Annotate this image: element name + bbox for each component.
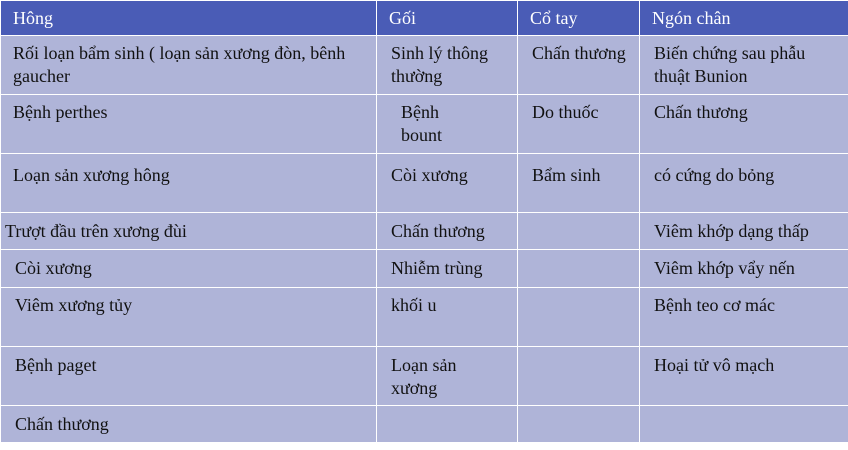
table-row [1, 36, 848, 95]
cell-text: Bệnh perthes [13, 102, 108, 122]
table-row [1, 406, 848, 443]
cell-hip [1, 250, 377, 288]
cell-hip [1, 95, 377, 154]
cell-text: Bệnh bount [401, 102, 443, 145]
table-row [1, 250, 848, 288]
cell-text: Viêm xương tủy [15, 295, 133, 315]
cell-toe [640, 36, 848, 95]
cell-knee [377, 95, 518, 154]
cell-text [518, 406, 639, 413]
cell-knee [377, 250, 518, 288]
cell-text: Nhiễm trùng [391, 258, 483, 278]
cell-knee [377, 213, 518, 250]
cell-wrist [518, 95, 640, 154]
cell-toe [640, 213, 848, 250]
cell-text [518, 347, 639, 354]
cell-text: Viêm khớp vẩy nến [654, 258, 795, 278]
cell-text [377, 406, 517, 413]
cell-wrist [518, 288, 640, 347]
table-row [1, 288, 848, 347]
cell-hip [1, 406, 377, 443]
cell-text: Còi xương [15, 258, 92, 278]
cell-text: Bẩm sinh [532, 165, 601, 185]
table-row [1, 154, 848, 213]
cell-knee [377, 154, 518, 213]
cell-toe [640, 154, 848, 213]
cell-text [518, 288, 639, 294]
cell-text [518, 213, 639, 220]
cell-text: Sinh lý thông thường [391, 43, 489, 86]
cell-knee [377, 406, 518, 443]
cell-toe [640, 406, 848, 443]
cell-text: Chấn thương [654, 102, 748, 122]
cell-wrist [518, 250, 640, 288]
table-row [1, 213, 848, 250]
header-wrist: Cổ tay [518, 1, 640, 36]
cell-text: Chấn thương [391, 221, 485, 241]
cell-text: Trượt đầu trên xương đùi [5, 221, 187, 241]
cell-text: Loạn sản xương hông [13, 165, 170, 185]
cell-text: Rối loạn bẩm sinh ( loạn sản xương đòn, bênh gaucher [13, 43, 346, 86]
cell-toe [640, 288, 848, 347]
cell-text: Do thuốc [532, 102, 599, 122]
header-row [1, 1, 848, 36]
cell-text: Hoại tử vô mạch [654, 355, 775, 375]
cell-hip [1, 154, 377, 213]
cell-wrist [518, 406, 640, 443]
cell-toe [640, 347, 848, 406]
cell-toe [640, 250, 848, 288]
cell-text: Loạn sản xương [391, 355, 457, 398]
cell-text [640, 406, 848, 413]
cell-wrist [518, 347, 640, 406]
cell-text: Biến chứng sau phẫu thuật Bunion [654, 43, 806, 86]
cell-hip [1, 36, 377, 95]
cell-text: Bệnh teo cơ mác [654, 295, 775, 315]
cell-text: khối u [391, 295, 437, 315]
cell-wrist [518, 36, 640, 95]
cell-text: Chấn thương [532, 43, 626, 63]
cell-hip [1, 213, 377, 250]
cell-hip [1, 347, 377, 406]
cell-text [518, 250, 639, 257]
cell-knee [377, 36, 518, 95]
header-hip: Hông [1, 1, 377, 36]
cell-text: Chấn thương [15, 414, 109, 434]
cell-hip [1, 288, 377, 347]
cell-wrist [518, 213, 640, 250]
cell-wrist [518, 154, 640, 213]
table-row [1, 95, 848, 154]
cell-text: Bệnh paget [15, 355, 97, 375]
cell-knee [377, 347, 518, 406]
table-row [1, 347, 848, 406]
cell-text: Viêm khớp dạng thấp [654, 221, 809, 241]
header-toe: Ngón chân [640, 1, 848, 36]
cell-knee [377, 288, 518, 347]
cell-text: có cứng do bỏng [654, 165, 775, 185]
cell-text: Còi xương [391, 165, 468, 185]
header-knee: Gối [377, 1, 518, 36]
cell-toe [640, 95, 848, 154]
